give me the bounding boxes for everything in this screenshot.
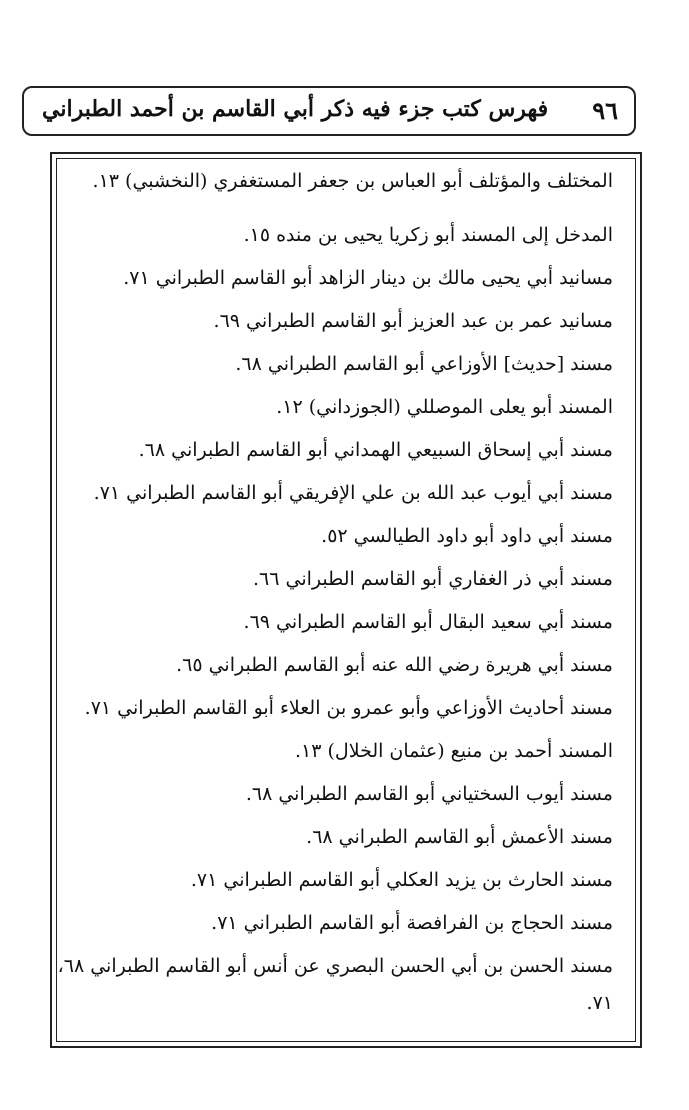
- index-entry: مسند الحارث بن يزيد العكلي أبو القاسم الطبراني ٧١.: [190, 869, 613, 891]
- index-entry: مسند أبي هريرة رضي الله عنه أبو القاسم الطبراني ٦٥.: [176, 654, 613, 676]
- page-number: ٩٦: [592, 96, 618, 125]
- index-entry: مسند أبي سعيد البقال أبو القاسم الطبراني ٦٩.: [243, 611, 613, 633]
- index-list: [57, 160, 613, 1018]
- index-entry: المسند أحمد بن منيع (عثمان الخلال) ١٣.: [295, 740, 613, 762]
- index-entry: مسند أحاديث الأوزاعي وأبو عمرو بن العلاء أبو القاسم الطبراني ٧١.: [84, 697, 613, 719]
- index-entry: المدخل إلى المسند أبو زكريا يحيى بن منده ١٥.: [243, 224, 613, 246]
- index-entry: مسند أبي إسحاق السبيعي الهمداني أبو القاسم الطبراني ٦٨.: [138, 439, 613, 461]
- index-entry: مسند أبي أيوب عبد الله بن علي الإفريقي أبو القاسم الطبراني ٧١.: [93, 482, 613, 504]
- index-entry: المختلف والمؤتلف أبو العباس بن جعفر المستغفري (النخشبي) ١٣.: [92, 170, 613, 192]
- page-header: [22, 86, 636, 136]
- index-entry: مسند أبي داود أبو داود الطيالسي ٥٢.: [321, 525, 613, 547]
- index-entry: مسانيد عمر بن عبد العزيز أبو القاسم الطبراني ٦٩.: [213, 310, 613, 332]
- page-title: فهرس كتب جزء فيه ذكر أبي القاسم بن أحمد الطبراني: [42, 96, 549, 122]
- index-entry: مسند [حديث] الأوزاعي أبو القاسم الطبراني ٦٨.: [235, 353, 613, 375]
- index-entry: مسند الأعمش أبو القاسم الطبراني ٦٨.: [306, 826, 613, 848]
- index-entry: مسند الحجاج بن الفرافصة أبو القاسم الطبراني ٧١.: [211, 912, 613, 934]
- index-entry: المسند أبو يعلى الموصللي (الجوزداني) ١٢.: [276, 396, 613, 418]
- index-entry-continuation: ٧١.: [586, 992, 613, 1014]
- index-entry: مسانيد أبي يحيى مالك بن دينار الزاهد أبو القاسم الطبراني ٧١.: [123, 267, 613, 289]
- index-entry: مسند أيوب السختياني أبو القاسم الطبراني ٦٨.: [245, 783, 613, 805]
- index-entry: مسند أبي ذر الغفاري أبو القاسم الطبراني ٦٦.: [253, 568, 613, 590]
- index-entry: مسند الحسن بن أبي الحسن البصري عن أنس أبو القاسم الطبراني ٦٨،: [57, 955, 613, 977]
